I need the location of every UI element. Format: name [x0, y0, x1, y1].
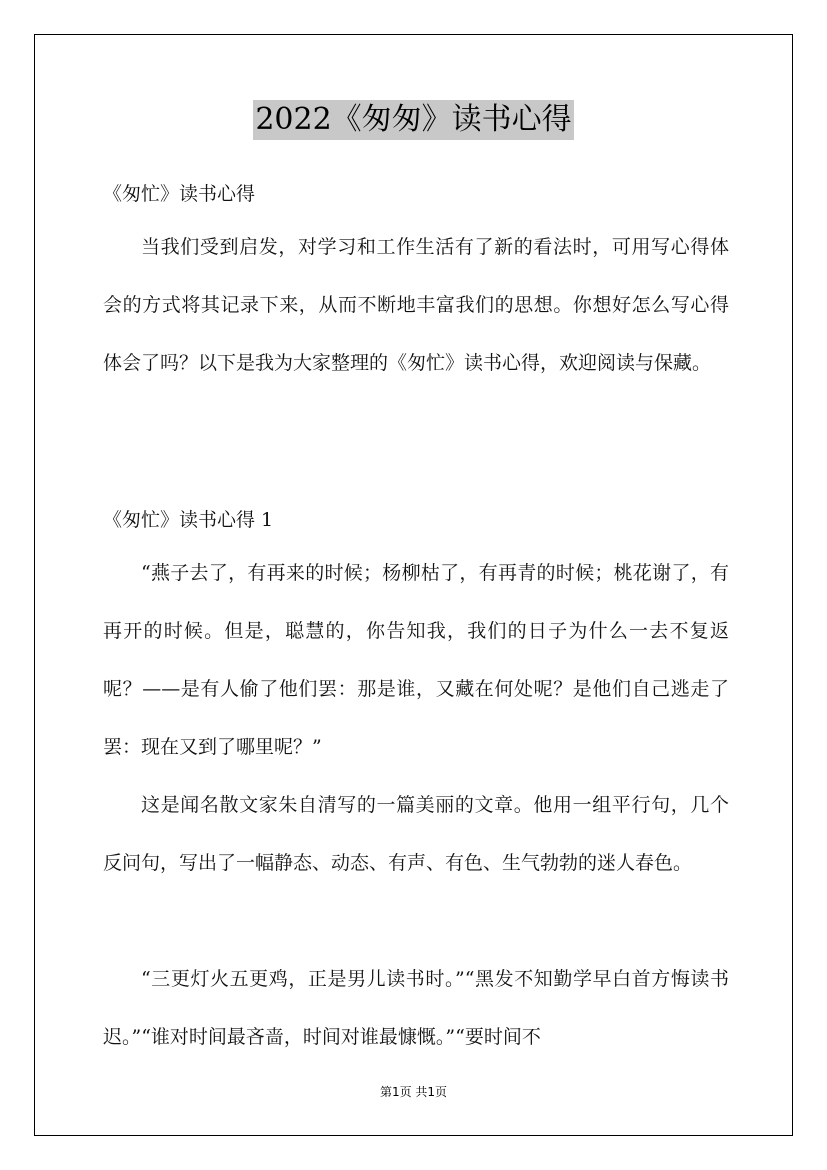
title-container	[0, 100, 827, 140]
body-paragraph: “燕子去了，有再来的时候；杨柳枯了，有再青的时候；桃花谢了，有再开的时候。但是，聪慧的，你告知我，我们的日子为什么一去不复返呢？——是有人偷了他们罢：那是谁，又藏在何处呢？是他们自己逃走了罢：现在又到了哪里呢？”	[103, 562, 729, 758]
body-paragraph: 这是闻名散文家朱自清写的一篇美丽的文章。他用一组平行句，几个反问句，写出了一幅静态、动态、有声、有色、生气勃勃的迷人春色。	[103, 794, 729, 874]
intro-heading: 《匆忙》读书心得	[103, 183, 256, 205]
intro-paragraph: 当我们受到启发，对学习和工作生活有了新的看法时，可用写心得体会的方式将其记录下来，从而不断地丰富我们的思想。你想好怎么写心得体会了吗？以下是我为大家整理的《匆忙》读书心得，欢迎阅读与保藏。	[103, 236, 729, 374]
body-paragraph: “三更灯火五更鸡，正是男儿读书时。”“黑发不知勤学早白首方悔读书迟。”“谁对时间最吝啬，时间对谁最慷慨。”“要时间不	[103, 968, 729, 1048]
section-heading: 《匆忙》读书心得 1	[103, 509, 274, 531]
document-title: 2022《匆匆》读书心得	[253, 100, 573, 140]
page-footer: 第1页 共1页	[379, 1085, 448, 1099]
